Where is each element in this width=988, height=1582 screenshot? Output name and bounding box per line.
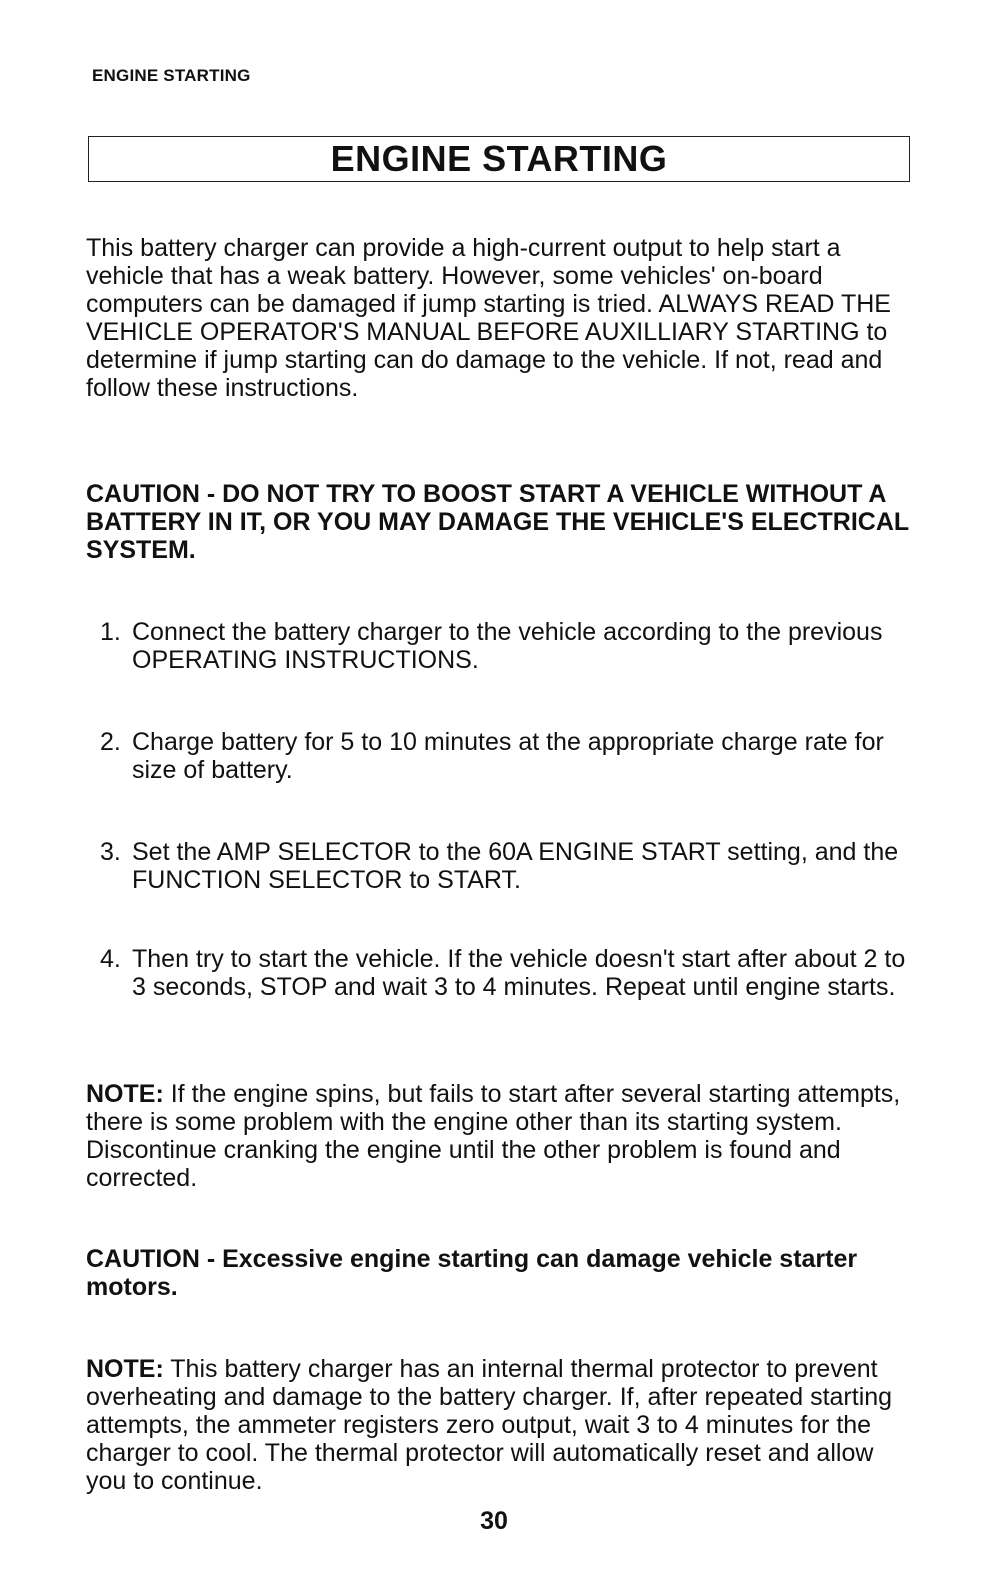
note-label: NOTE: (86, 1080, 164, 1108)
step-text: Set the AMP SELECTOR to the 60A ENGINE START setting, and the FUNCTION SELECTOR to START. (132, 838, 899, 894)
step-item (100, 945, 910, 1001)
step-item (100, 838, 910, 894)
note-text: This battery charger has an internal thermal protector to prevent overheating and damage to the battery charger. If, after repeated starting attempts, the ammeter registers zero output, wait 3 to 4 minutes for the charger to cool. The thermal protector will automatically reset and allow you to continue. (86, 1355, 893, 1495)
step-item (100, 618, 910, 674)
running-head: ENGINE STARTING (92, 66, 251, 85)
caution-starter-motors: CAUTION - Excessive engine starting can damage vehicle starter motors. (86, 1245, 858, 1301)
step-number: 4. (100, 945, 121, 973)
note-label: NOTE: (86, 1355, 164, 1383)
section-title: ENGINE STARTING (330, 138, 668, 179)
intro-paragraph: This battery charger can provide a high-current output to help start a vehicle that has a weak battery. However, some vehicles' on-board computers can be damaged if jump starting is tried. ALWAYS READ THE VEHICLE OPERATOR'S MANUAL BEFORE AUXILLIARY STARTING to determine if jump starting can do damage to the vehicle. If not, read and follow these instructions. (86, 234, 891, 402)
step-item (100, 728, 910, 784)
note-text: If the engine spins, but fails to start after several starting attempts, there is some problem with the engine other than its starting system. Discontinue cranking the engine until the other problem is found and corrected. (86, 1080, 901, 1192)
note-thermal-protector (86, 1355, 916, 1495)
caution-boost-start: CAUTION - DO NOT TRY TO BOOST START A VEHICLE WITHOUT A BATTERY IN IT, OR YOU MAY DAMAGE THE VEHICLE'S ELECTRICAL SYSTEM. (86, 480, 909, 564)
step-number: 3. (100, 838, 121, 866)
section-title-box (88, 136, 910, 182)
step-number: 1. (100, 618, 121, 646)
note-engine-spins (86, 1080, 916, 1192)
step-number: 2. (100, 728, 121, 756)
page-number: 30 (480, 1507, 508, 1535)
step-text: Then try to start the vehicle. If the vehicle doesn't start after about 2 to 3 seconds, STOP and wait 3 to 4 minutes. Repeat until engine starts. (132, 945, 906, 1001)
step-text: Connect the battery charger to the vehicle according to the previous OPERATING INSTRUCTIONS. (132, 618, 883, 674)
step-text: Charge battery for 5 to 10 minutes at the appropriate charge rate for size of battery. (132, 728, 884, 784)
